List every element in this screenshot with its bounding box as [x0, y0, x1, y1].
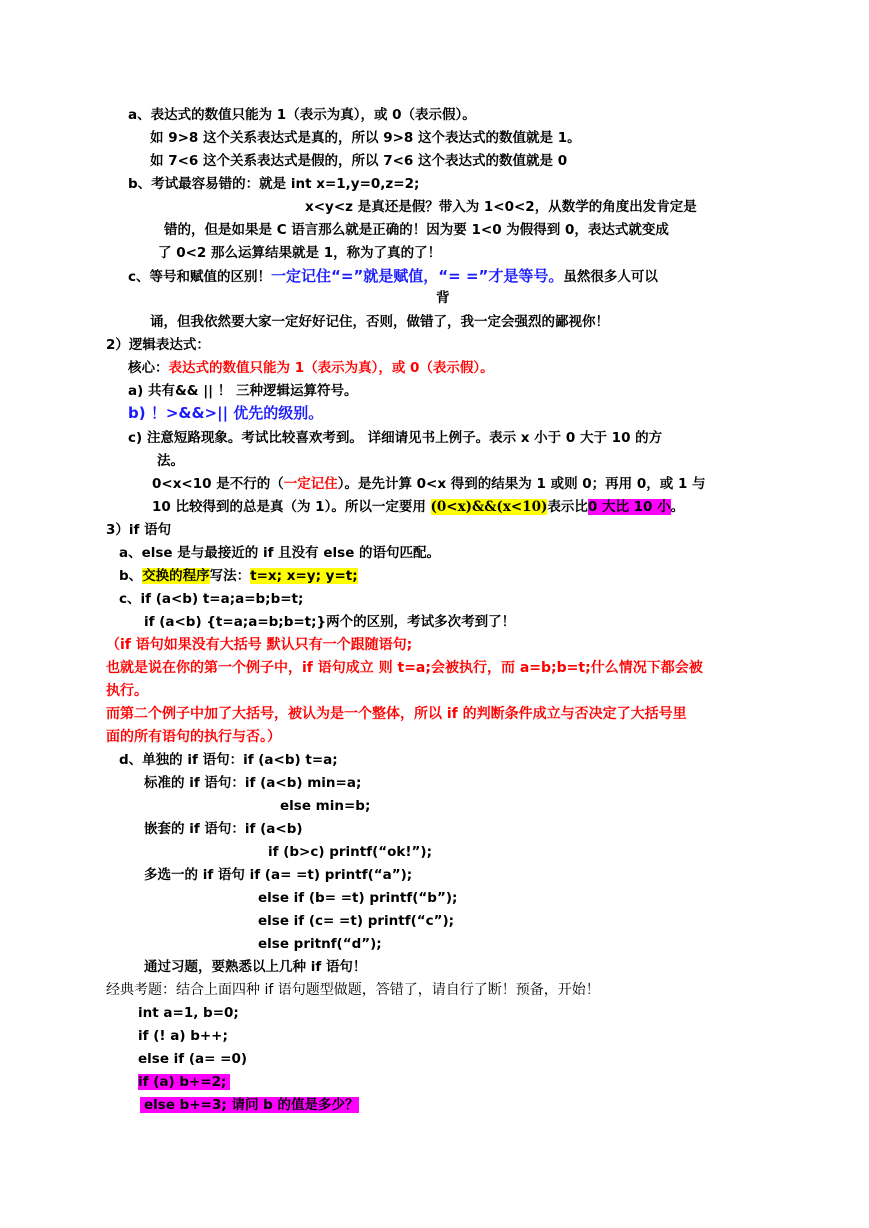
s2-item-c-line-4: [152, 497, 684, 517]
s2-c3-suffix: ）。是先计算 0<x 得到的结果为 1 或则 0；再用 0，或 1 与: [337, 476, 706, 492]
s3-note-4: 而第二个例子中加了大括号，被认为是一个整体，所以 if 的判断条件成立与否决定了大括号里: [106, 706, 687, 722]
s3-item-d-line-4: 嵌套的 if 语句：if (a<b): [144, 821, 303, 837]
s3-item-d-line-3: else min=b;: [280, 798, 371, 814]
s3-note-3: 执行。: [106, 683, 148, 699]
s3-item-d-line-1: d、单独的 if 语句：if (a<b) t=a;: [119, 752, 338, 768]
item-c-prefix: c、等号和赋值的区别！: [128, 269, 272, 285]
s3-b-code: t=x; x=y; y=t;: [250, 568, 358, 584]
item-c-line-3: 诵，但我依然要大家一定好好记住，否则，做错了，我一定会强烈的鄙视你！: [150, 314, 609, 330]
s3-note-1: （if 语句如果没有大括号 默认只有一个跟随语句;: [106, 637, 413, 653]
section-3-title: 3）if 语句: [106, 522, 172, 538]
s3-note-2: 也就是说在你的第一个例子中，if 语句成立 则 t=a;会被执行，而 a=b;b=t;什么情况下都会被: [106, 660, 703, 676]
s3-b-mid: 写法：: [209, 568, 251, 584]
s2-c4-highlight-range: 0 大比 10 小: [587, 499, 671, 515]
s2-core-text: 表达式的数值只能为 1（表示为真），或 0（表示假）。: [168, 360, 494, 376]
s2-c4-highlight-expr: (0<x)&&(x<10): [430, 499, 548, 515]
s3-item-d-line-5: if (b>c) printf(“ok!”);: [268, 844, 432, 860]
s3-item-d-line-8: else if (c= =t) printf(“c”);: [258, 913, 455, 929]
exam-code-line-1: int a=1, b=0;: [138, 1005, 239, 1021]
s2-c4-prefix: 10 比较得到的总是真（为 1）。所以一定要用: [152, 499, 431, 515]
s3-note-5: 面的所有语句的执行与否。）: [106, 729, 281, 745]
s2-c3-red: 一定记住: [283, 476, 338, 492]
s2-c3-prefix: 0<x<10 是不行的（: [152, 476, 284, 492]
s2-core: [128, 358, 494, 378]
s3-item-c-line-2: if (a<b) {t=a;a=b;b=t;}两个的区别，考试多次考到了！: [144, 614, 516, 630]
item-a-example-true: 如 9>8 这个关系表达式是真的，所以 9>8 这个表达式的数值就是 1。: [150, 130, 581, 146]
item-b-line-2: 错的，但是如果是 C 语言那么就是正确的！因为要 1<0 为假得到 0，表达式就变成: [164, 222, 669, 238]
s2-item-b: b) ！>&&>|| 优先的级别。: [128, 404, 324, 422]
s3-item-d-line-2: 标准的 if 语句：if (a<b) min=a;: [144, 775, 362, 791]
item-b-line-1: x<y<z 是真还是假？带入为 1<0<2，从数学的角度出发肯定是: [305, 199, 697, 215]
s3-b-highlight: 交换的程序: [142, 568, 210, 584]
s2-item-c-line-1: c) 注意短路现象。考试比较喜欢考到。 详细请见书上例子。表示 x 小于 0 大于 10 的方: [128, 430, 663, 446]
item-a-value: a、表达式的数值只能为 1（表示为真），或 0（表示假）。: [128, 107, 476, 123]
item-b-common-error: b、考试最容易错的：就是 int x=1,y=0,z=2;: [128, 176, 420, 192]
exam-code-line-3: else if (a= =0): [138, 1051, 248, 1067]
item-c-line-1: [128, 266, 658, 287]
s2-item-c-line-2: 法。: [157, 453, 184, 469]
exam-code-line-4: [138, 1072, 230, 1092]
item-c-bei: 背: [436, 290, 450, 306]
exam-code-line-4-highlight: if (a) b+=2;: [138, 1074, 230, 1090]
s2-c4-mid: 表示比: [547, 499, 588, 515]
item-c-blue-emphasis: 一定记住“=”就是赋值，“= =”才是等号。: [271, 267, 564, 285]
item-c-suffix: 虽然很多人可以: [563, 269, 658, 285]
exam-code-line-2: if (! a) b++;: [138, 1028, 228, 1044]
s3-item-a: a、else 是与最接近的 if 且没有 else 的语句匹配。: [119, 545, 441, 561]
s3-item-d-line-6: 多选一的 if 语句 if (a= =t) printf(“a”);: [144, 867, 413, 883]
s2-item-c-line-3: [152, 474, 706, 494]
item-b-line-3: 了 0<2 那么运算结果就是 1，称为了真的了！: [158, 245, 442, 261]
section-2-title: 2）逻辑表达式：: [106, 337, 210, 353]
s2-core-label: 核心：: [128, 360, 169, 376]
exam-code-line-5-highlight: else b+=3; 请问 b 的值是多少？: [140, 1097, 359, 1113]
exam-code-line-5: [140, 1095, 359, 1115]
s3-b-prefix: b、: [119, 568, 143, 584]
s3-item-d-line-7: else if (b= =t) printf(“b”);: [258, 890, 458, 906]
exam-title: 经典考题：结合上面四种 if 语句题型做题，答错了，请自行了断！预备，开始！: [106, 982, 600, 998]
s3-item-b: [119, 566, 358, 586]
s3-item-d-line-9: else pritnf(“d”);: [258, 936, 382, 952]
s2-item-a: a) 共有&& || ！ 三种逻辑运算符号。: [128, 383, 358, 399]
s2-c4-end: 。: [670, 499, 685, 515]
item-a-example-false: 如 7<6 这个关系表达式是假的，所以 7<6 这个表达式的数值就是 0: [150, 153, 568, 169]
s3-item-c-line-1: c、if (a<b) t=a;a=b;b=t;: [119, 591, 304, 607]
s3-item-d-line-10: 通过习题，要熟悉以上几种 if 语句！: [144, 959, 367, 975]
